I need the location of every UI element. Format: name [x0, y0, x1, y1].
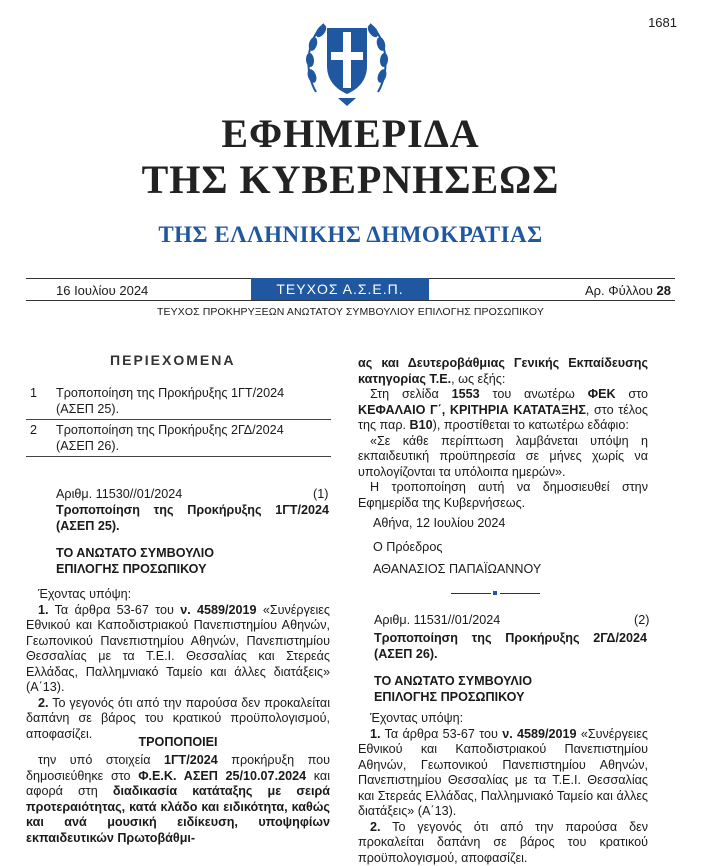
sheet-number [585, 283, 671, 298]
paragraph-text: «Συνέργειες Εθνικού και Καποδιστριακού Πανεπιστημίου Αθηνών, Γεωπονικού Πανεπιστημίου Αθηνών, Πανεπιστημίου Θεσσαλίας με τα Τ.Ε.Ι. Θεσσαλίας και Στερεάς Ελλάδας, Παλλημνιακό Ταμείο και άλλες διατάξεις» (Α΄13). [358, 727, 648, 819]
page-number: 1681 [648, 15, 677, 30]
text: προκήρυξη που δημοσιεύθηκε στο [26, 753, 330, 783]
modifies-heading: ΤΡΟΠΟΠΟΙΕΙ [26, 735, 330, 751]
paragraph-number: 2. [370, 820, 381, 834]
decision1-authority-line2: ΕΠΙΛΟΓΗΣ ΠΡΟΣΩΠΙΚΟΥ [56, 562, 206, 578]
mid-rule [26, 300, 675, 301]
law-reference: ν. 4589/2019 [180, 603, 256, 617]
paragraph-1 [358, 727, 648, 820]
decision1-body [26, 587, 330, 742]
text: την υπό στοιχεία [38, 753, 164, 767]
gazette-title-line2: ΤΗΣ ΚΥΒΕΡΝΗΣΕΩΣ [0, 158, 701, 202]
paragraph-ref: Β10 [410, 418, 433, 432]
paragraph-1 [26, 603, 330, 696]
toc-divider [26, 456, 331, 457]
toc-item-number: 1 [30, 386, 37, 400]
decision1-continuation [358, 356, 648, 511]
procedure-description: διαδικασία κατάταξης με σειρά προτεραιότητας, κατά κλάδο και ειδικότητα, καθώς και ανά μουσική ειδίκευση, υποψηφίων εκπαιδευτικών Πρωτοβάθμι- [26, 784, 330, 845]
toc-divider [26, 419, 331, 420]
text: στο [616, 387, 648, 401]
toc-item-1[interactable] [56, 386, 326, 417]
decision1-ref: Αριθμ. 11530//01/2024 [56, 487, 182, 503]
text: του ανωτέρω [480, 387, 588, 401]
issue-date: 16 Ιουλίου 2024 [56, 283, 148, 298]
issue-subtitle: ΤΕΥΧΟΣ ΠΡΟΚΗΡΥΞΕΩΝ ΑΝΩΤΑΤΟΥ ΣΥΜΒΟΥΛΙΟΥ ΕΠΙΛΟΓΗΣ ΠΡΟΣΩΠΙΚΟΥ [0, 306, 701, 318]
decision2-title-line2: (ΑΣΕΠ 26). [374, 647, 438, 663]
toc-item-2-line2: (ΑΣΕΠ 26). [56, 439, 326, 455]
toc-item-1-line1: Τροποποίηση της Προκήρυξης 1ΓΤ/2024 [56, 386, 326, 402]
quoted-text: «Σε κάθε περίπτωση λαμβάνεται υπόψη η εκπαιδευτική προϋπηρεσία σε μήνες χωρίς να υπολογίζονται τα υπόλοιπα ημερών». [358, 434, 648, 481]
amendment-paragraph [358, 387, 648, 434]
text: , στο τέλος της παρ. [358, 403, 648, 433]
sheet-number-value: 28 [657, 283, 671, 298]
toc-item-number: 2 [30, 423, 37, 437]
paragraph-2 [358, 820, 648, 866]
text: Στη σελίδα [370, 387, 452, 401]
decision1-title-line2: (ΑΣΕΠ 25). [56, 519, 120, 535]
decision1-ref-number: (1) [313, 487, 328, 503]
place-date: Αθήνα, 12 Ιουλίου 2024 [373, 516, 505, 532]
greek-coat-of-arms-emblem [302, 6, 392, 110]
paragraph-text: Τα άρθρα 53-67 του [381, 727, 503, 741]
fek-label: ΦΕΚ [588, 387, 616, 401]
gazette-subtitle: ΤΗΣ ΕΛΛΗΝΙΚΗΣ ΔΗΜΟΚΡΑΤΙΑΣ [0, 222, 701, 248]
publish-order: Η τροποποίηση αυτή να δημοσιευθεί στην Εφημερίδα της Κυβερνήσεως. [358, 480, 648, 511]
decision2-authority: ΤΟ ΑΝΩΤΑΤΟ ΣΥΜΒΟΥΛΙΟ [374, 674, 532, 690]
continuation-paragraph [358, 356, 648, 387]
separator-square [493, 591, 497, 595]
issue-label-box: ΤΕΥΧΟΣ Α.Σ.Ε.Π. [251, 278, 429, 300]
toc-item-2[interactable] [56, 423, 326, 454]
paragraph-number: 1. [370, 727, 381, 741]
paragraph-number: 1. [38, 603, 49, 617]
category-description: ας και Δευτεροβάθμιας Γενικής Εκπαίδευσης κατηγορίας Τ.Ε. [358, 356, 648, 386]
president-label: Ο Πρόεδρος [373, 540, 442, 556]
gazette-title: ΕΦΗΜΕΡΙΔΑ [0, 112, 701, 156]
toc-item-2-line1: Τροποποίηση της Προκήρυξης 2ΓΔ/2024 [56, 423, 326, 439]
president-name: ΑΘΑΝΑΣΙΟΣ ΠΑΠΑΪΩΑΝΝΟΥ [373, 562, 541, 578]
text: , ως εξής: [451, 372, 505, 386]
paragraph-text: Τα άρθρα 53-67 του [49, 603, 181, 617]
fek-reference: Φ.Ε.Κ. ΑΣΕΠ 25/10.07.2024 [138, 769, 306, 783]
paragraph-number: 2. [38, 696, 49, 710]
modification-text [26, 753, 330, 846]
toc-item-1-line2: (ΑΣΕΠ 25). [56, 402, 326, 418]
decision1-title: Τροποποίηση της Προκήρυξης 1ΓΤ/2024 [56, 503, 329, 519]
decision2-ref: Αριθμ. 11531//01/2024 [374, 613, 500, 629]
law-reference: ν. 4589/2019 [502, 727, 576, 741]
proclamation-code: 1ΓΤ/2024 [164, 753, 218, 767]
separator-line-left [451, 593, 491, 594]
chapter-ref: ΚΕΦΑΛΑΙΟ Γ΄, ΚΡΙΤΗΡΙΑ ΚΑΤΑΤΑΞΗΣ [358, 403, 586, 417]
considering-label: Έχοντας υπόψη: [358, 711, 648, 727]
paragraph-text: Το γεγονός ότι από την παρούσα δεν προκαλείται δαπάνη σε βάρος του κρατικού προϋπολογισμού, αποφασίζει. [358, 820, 648, 865]
modification-paragraph [26, 753, 330, 846]
contents-heading: ΠΕΡΙΕΧΟΜΕΝΑ [110, 352, 235, 368]
text: ), προστίθεται το κατωτέρω εδάφιο: [433, 418, 629, 432]
decision1-authority: ΤΟ ΑΝΩΤΑΤΟ ΣΥΜΒΟΥΛΙΟ [56, 546, 214, 562]
text: και αφορά στη [26, 769, 330, 799]
paragraph-text: «Συνέργειες Εθνικού και Καποδιστριακού Πανεπιστημίου Αθηνών, Γεωπονικού Πανεπιστημίου Αθηνών, Πανεπιστημίου Θεσσαλίας με τα Τ.Ε.Ι. Θεσσαλίας και Στερεάς Ελλάδας, Παλλημνιακό Ταμείο και άλλες διατάξεις» (Α΄13). [26, 603, 330, 695]
considering-label: Έχοντας υπόψη: [26, 587, 330, 603]
decision2-ref-number: (2) [634, 613, 649, 629]
sheet-label: Αρ. Φύλλου [585, 283, 653, 298]
decision2-title: Τροποποίηση της Προκήρυξης 2ΓΔ/2024 [374, 631, 647, 647]
page-ref: 1553 [452, 387, 480, 401]
decision2-body [358, 711, 648, 866]
separator-line-right [500, 593, 540, 594]
decision2-authority-line2: ΕΠΙΛΟΓΗΣ ΠΡΟΣΩΠΙΚΟΥ [374, 690, 524, 706]
paragraph-text: Το γεγονός ότι από την παρούσα δεν προκαλείται δαπάνη σε βάρος του κρατικού προϋπολογισμού, αποφασίζει. [26, 696, 330, 741]
